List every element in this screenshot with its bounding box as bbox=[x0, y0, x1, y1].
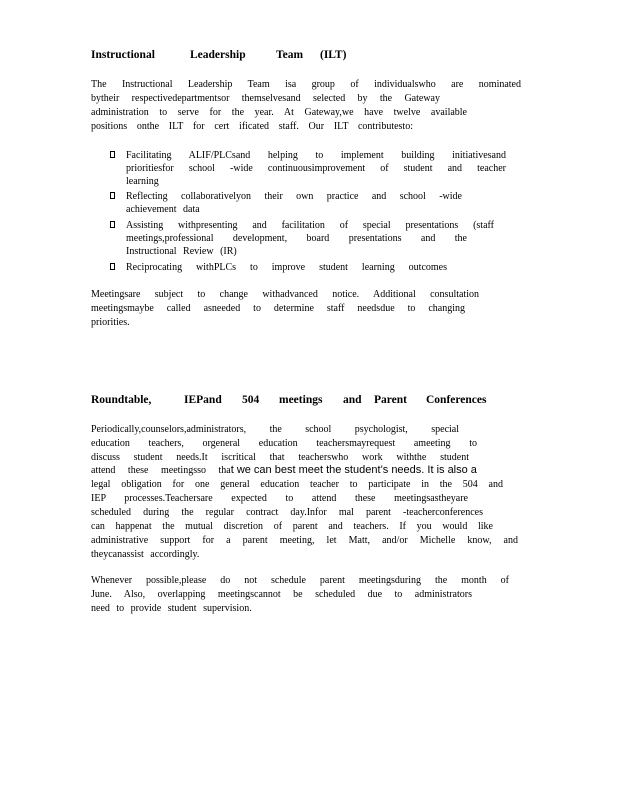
ilt-heading bbox=[91, 49, 391, 63]
roundtable-heading-word: IEPand bbox=[184, 394, 222, 406]
paragraph-line: bytheir respectivedepartmentsor themselvesand selected by the Gateway bbox=[91, 93, 440, 104]
roundtable-heading-word: and bbox=[343, 394, 362, 406]
paragraph-line-end: t we can best meet the student’s needs. It is also a bbox=[230, 464, 477, 476]
paragraph-line: The Instructional Leadership Team isa group of individualswho are nominated bbox=[91, 79, 521, 90]
list-item-line: Facilitating ALIF/PLCsand helping to implement building initiativesand bbox=[126, 150, 506, 161]
paragraph-line: scheduled during the regular contract day.Infor mal parent -teacherconferences bbox=[91, 507, 483, 518]
checkbox-bullet-icon bbox=[110, 263, 115, 270]
paragraph-line: theycanassist accordingly. bbox=[91, 549, 200, 560]
paragraph-line-start: attend these meetingsso tha bbox=[91, 465, 231, 476]
paragraph-line: Periodically,counselors,administrators, the school psychologist, special bbox=[91, 424, 459, 435]
paragraph-line: Whenever possible,please do not schedule parent meetingsduring the month of bbox=[91, 575, 509, 586]
checkbox-bullet-icon bbox=[110, 192, 115, 199]
checkbox-bullet-icon bbox=[110, 151, 115, 158]
list-item-line: learning bbox=[126, 176, 159, 187]
paragraph-line: can happenat the mutual discretion of parent and teachers. If you would like bbox=[91, 521, 493, 532]
paragraph-line: legal obligation for one general education teacher to participate in the 504 and bbox=[91, 479, 503, 490]
paragraph-line: education teachers, orgeneral education teachersmayrequest ameeting to bbox=[91, 438, 477, 449]
paragraph-line: need to provide student supervision. bbox=[91, 603, 252, 614]
checkbox-bullet-icon bbox=[110, 221, 115, 228]
roundtable-heading-word: meetings bbox=[279, 394, 323, 406]
ilt-heading-word: (ILT) bbox=[320, 49, 347, 61]
paragraph-line: IEP processes.Teachersare expected to attend these meetingsastheyare bbox=[91, 493, 468, 504]
roundtable-heading-word: Conferences bbox=[426, 394, 487, 406]
paragraph-line: priorities. bbox=[91, 317, 130, 328]
roundtable-heading-word: Parent bbox=[374, 394, 408, 406]
list-item-line: Reciprocating withPLCs to improve student learning outcomes bbox=[126, 262, 447, 273]
ilt-heading-word: Instructional bbox=[91, 49, 155, 61]
ilt-heading-word: Leadership bbox=[190, 49, 246, 61]
ilt-heading-word: Team bbox=[276, 49, 304, 61]
paragraph-line: administration to serve for the year. At Gateway,we have twelve available bbox=[91, 107, 467, 118]
roundtable-heading-word: 504 bbox=[242, 394, 260, 406]
list-item-line: Reflecting collaborativelyon their own practice and school -wide bbox=[126, 191, 462, 202]
roundtable-heading-word: Roundtable, bbox=[91, 394, 152, 406]
paragraph-line: positions onthe ILT for cert ificated staff. Our ILT contributesto: bbox=[91, 121, 413, 132]
paragraph-line: discuss student needs.It iscritical that teacherswho work withthe student bbox=[91, 452, 469, 463]
roundtable-heading bbox=[91, 394, 491, 408]
list-item-line: prioritiesfor school -wide continuousimprovement of student and teacher bbox=[126, 163, 506, 174]
paragraph-line: Meetingsare subject to change withadvanced notice. Additional consultation bbox=[91, 289, 479, 300]
paragraph-line: meetingsmaybe called asneeded to determine staff needsdue to changing bbox=[91, 303, 465, 314]
list-item-line: meetings,professional development, board presentations and the bbox=[126, 233, 467, 244]
paragraph-line: administrative support for a parent meeting, let Matt, and/or Michelle know, and bbox=[91, 535, 518, 546]
list-item-line: achievement data bbox=[126, 204, 200, 215]
paragraph-line bbox=[91, 464, 511, 477]
list-item-line: Instructional Review (IR) bbox=[126, 246, 237, 257]
paragraph-line: June. Also, overlapping meetingscannot be scheduled due to administrators bbox=[91, 589, 472, 600]
list-item-line: Assisting withpresenting and facilitation of special presentations (staff bbox=[126, 220, 494, 231]
